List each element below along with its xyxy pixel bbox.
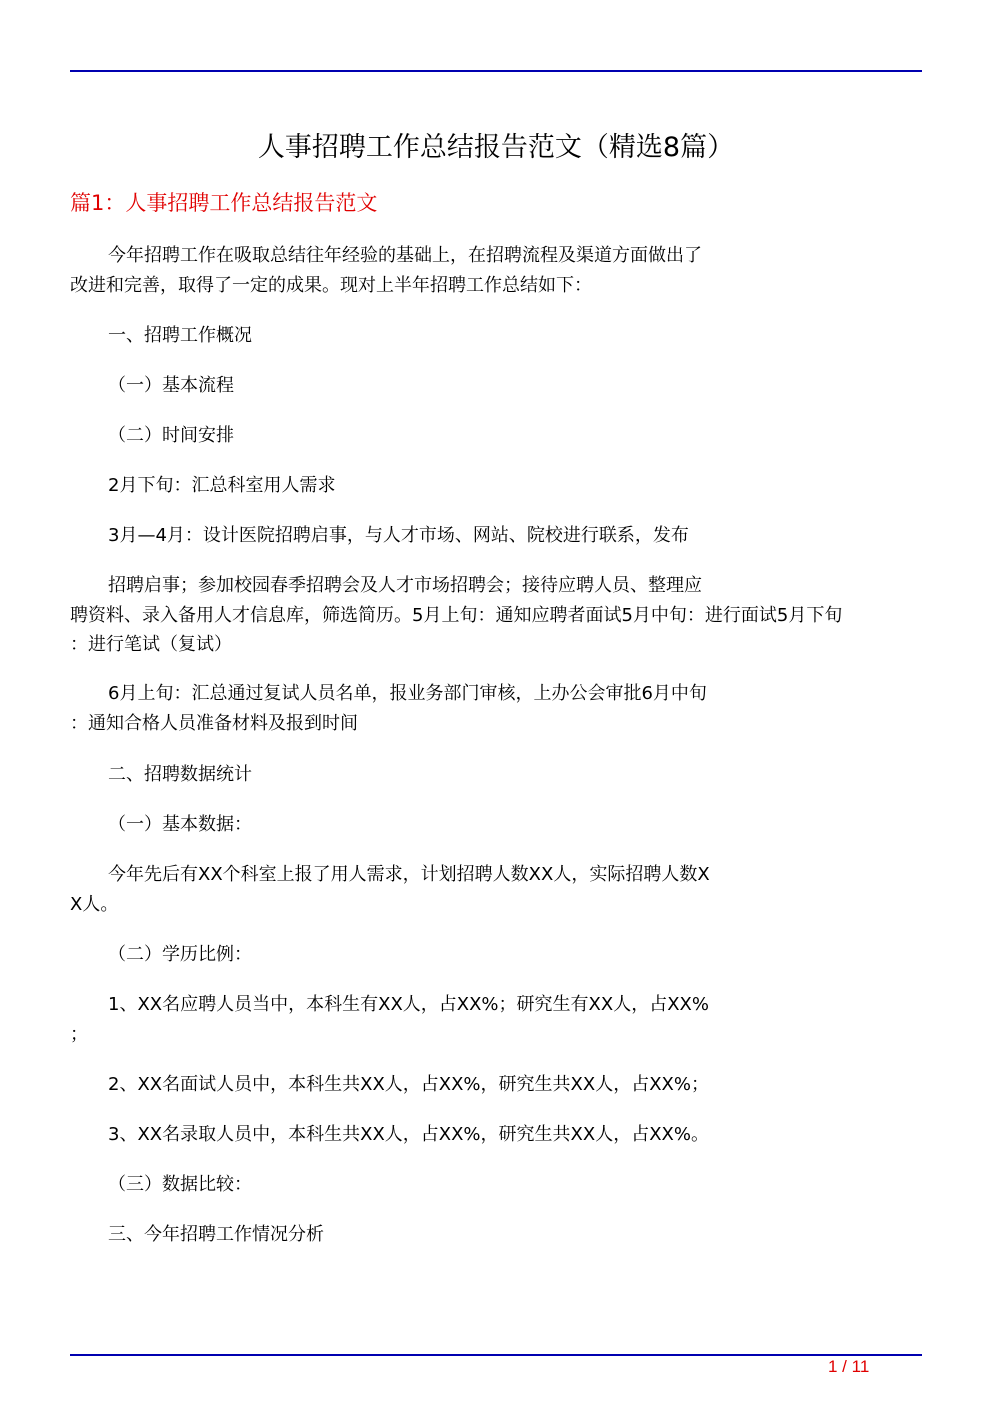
paragraph-line: （一）基本数据： xyxy=(108,814,252,835)
paragraph-line: （二）学历比例： xyxy=(108,944,252,965)
section-heading: 篇1：人事招聘工作总结报告范文 xyxy=(70,191,378,215)
paragraph-line: （二）时间安排 xyxy=(108,425,234,446)
paragraph-line: （三）数据比较： xyxy=(108,1174,252,1195)
paragraph-line: 1、XX名应聘人员当中，本科生有XX人，占XX%；研究生有XX人，占XX% xyxy=(108,994,709,1015)
paragraph-line: （一）基本流程 xyxy=(108,375,234,396)
page-number: 1 / 11 xyxy=(828,1357,870,1376)
paragraph-line: 2、XX名面试人员中，本科生共XX人，占XX%，研究生共XX人，占XX%； xyxy=(108,1074,709,1095)
paragraph-line: 改进和完善，取得了一定的成果。现对上半年招聘工作总结如下： xyxy=(70,275,592,296)
paragraph-line: 今年招聘工作在吸取总结往年经验的基础上，在招聘流程及渠道方面做出了 xyxy=(108,245,702,266)
paragraph-line: 一、招聘工作概况 xyxy=(108,325,252,346)
paragraph-line: 二、招聘数据统计 xyxy=(108,764,252,785)
header-rule xyxy=(70,70,922,72)
paragraph-line: 6月上旬：汇总通过复试人员名单，报业务部门审核，上办公会审批6月中旬 xyxy=(108,683,707,704)
paragraph-line: 招聘启事；参加校园春季招聘会及人才市场招聘会；接待应聘人员、整理应 xyxy=(108,575,702,596)
paragraph-line: 三、今年招聘工作情况分析 xyxy=(108,1224,324,1245)
paragraph-line: 今年先后有XX个科室上报了用人需求，计划招聘人数XX人，实际招聘人数X xyxy=(108,864,710,885)
paragraph-line: ：通知合格人员准备材料及报到时间 xyxy=(70,713,358,734)
paragraph-line: X人。 xyxy=(70,894,119,915)
paragraph-line: 3、XX名录取人员中，本科生共XX人，占XX%，研究生共XX人，占XX%。 xyxy=(108,1124,709,1145)
paragraph-line: 2月下旬：汇总科室用人需求 xyxy=(108,475,336,496)
paragraph-line: ； xyxy=(70,1024,88,1045)
document-title: 人事招聘工作总结报告范文（精选8篇） xyxy=(257,132,735,163)
paragraph-line: ：进行笔试（复试） xyxy=(70,634,232,655)
footer-rule xyxy=(70,1354,922,1356)
paragraph-line: 3月—4月：设计医院招聘启事，与人才市场、网站、院校进行联系，发布 xyxy=(108,525,689,546)
paragraph-line: 聘资料、录入备用人才信息库，筛选简历。5月上旬：通知应聘者面试5月中旬：进行面试5月下旬 xyxy=(70,605,843,626)
